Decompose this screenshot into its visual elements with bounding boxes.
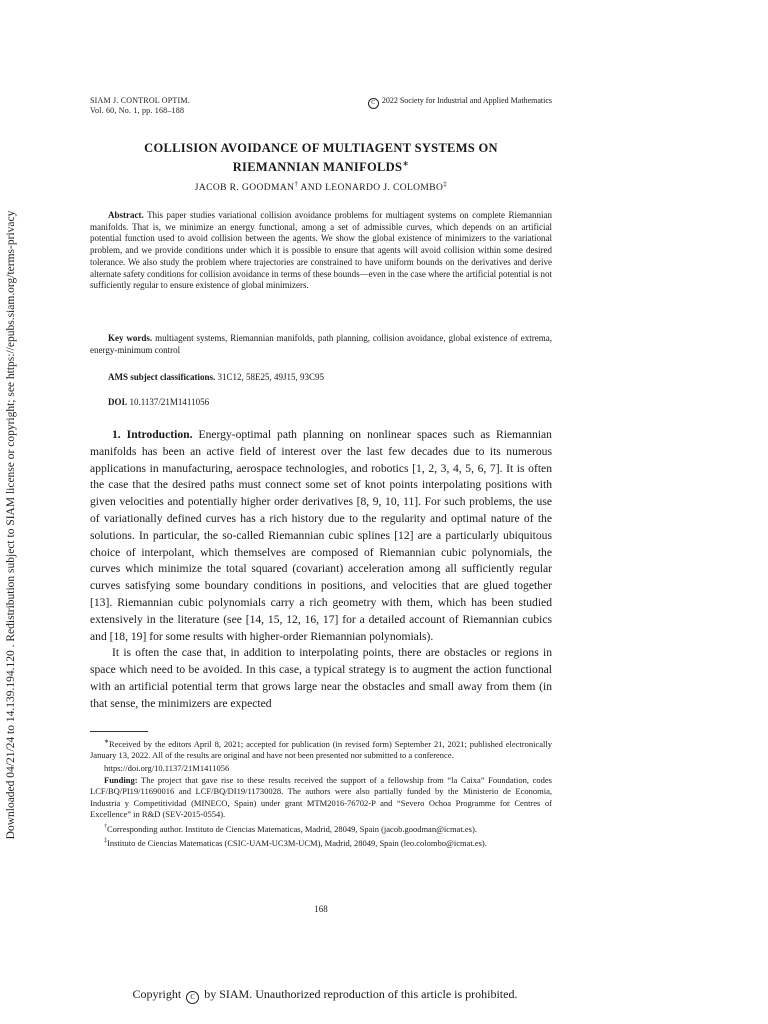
intro-paragraph-1 — [90, 427, 552, 645]
abstract-text: This paper studies variational collision avoidance problems for multiagent systems on complete Riemannian manifolds. That is, we minimize an energy functional, among a set of admissible curves, which depends on an artificial potential function used to avoid collision between the agents. We show the global existence of minimizers to the variational problem, and we provide conditions under which it is possible to ensure that agents will avoid collision within some desired tolerance. We also study the problem where trajectories are constrained to have uniform bounds on the derivatives and derive alternate safety conditions for collision avoidance in terms of these bounds—even in the case where the artificial potential is not sufficiently regular to ensure existence of global minimizers. — [90, 210, 553, 291]
intro-paragraph-2: It is often the case that, in addition to interpolating points, there are obstacles or regions in space which need to be avoided. In this case, a typical strategy is to augment the action functional with an artificial potential term that grows large near the obstacles and small away from them (in that sense, the minimizers are expected — [90, 646, 552, 710]
side-strip — [0, 0, 22, 1024]
page-number: 168 — [314, 904, 328, 914]
footnote-corresponding — [90, 822, 552, 835]
copyright-header — [368, 96, 552, 109]
title-line-1: COLLISION AVOIDANCE OF MULTIAGENT SYSTEMS ON — [144, 141, 498, 155]
footnote-funding — [90, 775, 552, 821]
journal-volume: Vol. 60, No. 1, pp. 168–188 — [90, 106, 185, 115]
title-footnote-mark: ∗ — [402, 159, 410, 168]
bottom-copyright-suffix: by SIAM. Unauthorized reproduction of this article is prohibited. — [204, 987, 518, 1001]
section-heading: 1. Introduction. — [112, 428, 193, 441]
abstract-label: Abstract. — [108, 210, 144, 220]
author-1: JACOB R. GOODMAN — [194, 183, 295, 194]
abstract — [90, 210, 552, 292]
download-notice: Downloaded 04/21/24 to 14.139.194.120 . Redistribution subject to SIAM license or copyright; see https://epubs.siam.org/terms-privacy — [5, 210, 17, 840]
journal-name: SIAM J. CONTROL OPTIM. — [90, 96, 190, 105]
footnotes — [90, 737, 552, 850]
introduction-section — [90, 427, 552, 713]
footnote-url[interactable]: https://doi.org/10.1137/21M1411056 — [104, 762, 230, 773]
received-mark: ∗ — [104, 739, 110, 745]
title-line-2: RIEMANNIAN MANIFOLDS — [232, 160, 403, 175]
keywords — [90, 333, 552, 356]
author-2-mark: ‡ — [443, 180, 448, 188]
corr-mark: † — [104, 823, 107, 830]
bottom-copyright-prefix: Copyright — [132, 987, 182, 1001]
author-1-mark: † — [294, 180, 299, 188]
author-and: AND — [300, 183, 323, 194]
doi — [90, 397, 552, 409]
copyright-text: 2022 Society for Industrial and Applied Mathematics — [381, 96, 552, 105]
copyright-icon: C — [368, 98, 379, 109]
doi-text: 10.1137/21M1411056 — [129, 397, 210, 407]
corr-text: Corresponding author. Instituto de Ciencias Matematicas, Madrid, 28049, Spain (jacob.goodman@icmat.es). — [107, 823, 477, 834]
received-text: Received by the editors April 8, 2021; accepted for publication (in revised form) September 21, 2021; published electronically January 13, 2022. All of the results are original and have not been presented nor submitted to a conference. — [90, 738, 552, 761]
keywords-label: Key words. — [108, 333, 153, 343]
bottom-copyright — [0, 987, 650, 1004]
funding-label: Funding: — [104, 775, 138, 786]
funding-text: The project that gave rise to these results received the support of a fellowship from “la Caixa” Foundation, codes LCF/BQ/PI19/11690016 and LCF/BQ/DI19/11730028. The authors were also partially funded by the Ministerio de Economia, Industria y Competitividad (MINECO, Spain) under grant MTM2016-76702-P and “Severo Ochoa Programme for Centres of Excellence” in R&D (SEV-2015-0554). — [90, 775, 552, 820]
inst-text: Instituto de Ciencias Matematicas (CSIC-UAM-UC3M-UCM), Madrid, 28049, Spain (leo.colombo@icmat.es). — [107, 837, 487, 848]
ams-classifications — [90, 372, 552, 384]
footnote-received — [90, 737, 552, 762]
copyright-icon: C — [186, 991, 199, 1004]
keywords-text: multiagent systems, Riemannian manifolds, path planning, collision avoidance, global existence of extrema, energy-minimum control — [90, 333, 553, 355]
inst-mark: ‡ — [104, 837, 107, 844]
doi-label: DOI. — [108, 397, 128, 407]
ams-text: 31C12, 58E25, 49J15, 93C95 — [217, 372, 325, 382]
footnote-institute — [90, 836, 552, 849]
footnote-rule — [90, 731, 148, 732]
intro-p1-text: Energy-optimal path planning on nonlinear spaces such as Riemannian manifolds has been an active field of interest over the last few decades due to its numerous applications in manufacturing, aerospace technologies, and robotics [1, 2, 3, 4, 5, 6, 7]. It is often the case that the desired paths must connect some set of knot points interpolating positions with given velocities and potentially higher order derivatives [8, 9, 10, 11]. For such problems, the use of variationally defined curves has a rich history due to the regularity and optimal nature of the solutions. In particular, the so-called Riemannian cubic splines [12] are a particularly ubiquitous choice of interpolant, which themselves are composed of Riemannian cubic polynomials, the curves which minimize the total squared (covariant) acceleration among all sufficiently regular curves satisfying some boundary conditions in positions, and velocities that are glued together [13]. Riemannian cubic polynomials carry a rich geometry with them, which has been studied extensively in the literature (see [14, 15, 12, 16, 17] for a detailed account of Riemannian cubics and [18, 19] for some results with higher-order Riemannian polynomials). — [90, 428, 552, 643]
ams-label: AMS subject classifications. — [108, 372, 216, 382]
author-2: LEONARDO J. COLOMBO — [325, 183, 444, 194]
paper-title — [90, 140, 552, 175]
journal-header — [90, 96, 190, 116]
author-line — [90, 180, 552, 193]
